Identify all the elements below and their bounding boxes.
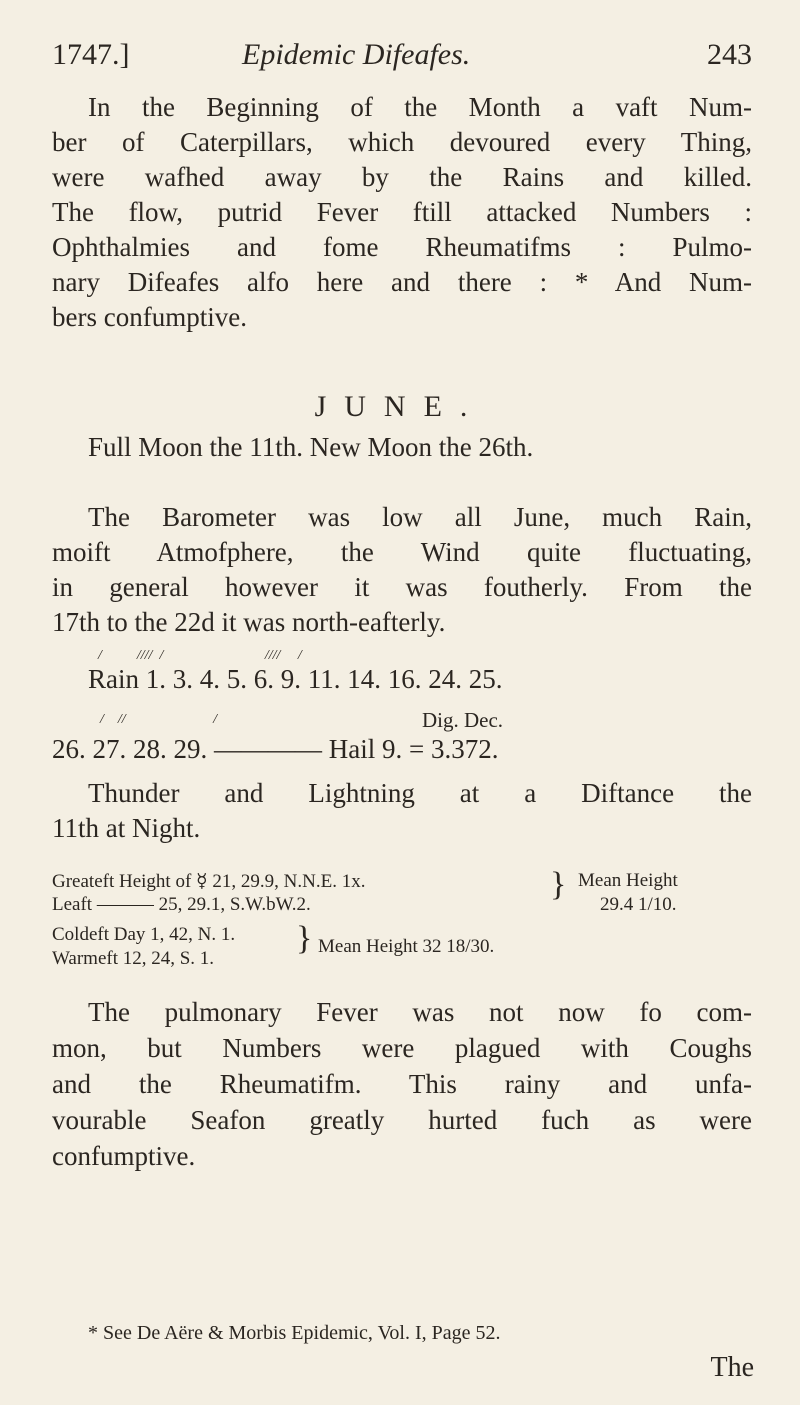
text-line: vourable Seafon greatly hurted fuch as were — [52, 1105, 752, 1135]
least-height-row: Leaft ——— 25, 29.1, S.W.bW.2. — [52, 894, 311, 915]
paragraph-pulmonary — [52, 994, 752, 1174]
rain-days-row1: Rain 1. 3. 4. 5. 6. 9. 11. 14. 16. 24. 25. — [88, 664, 503, 694]
text-line: Ophthalmies and fome Rheumatifms : Pulmo- — [52, 232, 752, 262]
text-line: confumptive. — [52, 1141, 196, 1171]
header-title: Epidemic Difeafes. — [242, 38, 471, 71]
text-line: in general however it was foutherly. From the — [52, 572, 752, 602]
mean-height-label: Mean Height — [578, 870, 678, 891]
text-line: The Barometer was low all June, much Rain, — [88, 502, 752, 532]
paragraph-caterpillars — [52, 90, 752, 335]
paragraph-barometer — [52, 500, 752, 640]
rain-marks-row1: / //// / //// / — [98, 648, 302, 663]
footnote: * See De Aëre & Morbis Epidemic, Vol. I, Page 52. — [88, 1322, 501, 1344]
text-line: and the Rheumatifm. This rainy and unfa- — [52, 1069, 752, 1099]
brace: } — [296, 920, 313, 957]
paragraph-thunder — [52, 776, 752, 846]
month-heading: JUNE. — [314, 390, 486, 423]
coldest-day-row: Coldeft Day 1, 42, N. 1. — [52, 924, 236, 945]
text-line: moift Atmofphere, the Wind quite fluctuating, — [52, 537, 752, 567]
text-line: nary Difeafes alfo here and there : * And Num- — [52, 267, 752, 297]
text-line: were wafhed away by the Rains and killed. — [52, 162, 752, 192]
greatest-height-row: Greateft Height of ☿ 21, 29.9, N.N.E. 1x. — [52, 871, 366, 892]
catchword: The — [710, 1352, 754, 1383]
text-line: ber of Caterpillars, which devoured every Thing, — [52, 127, 752, 157]
page-number: 243 — [707, 38, 752, 71]
text-line: 11th at Night. — [52, 813, 201, 843]
running-header — [52, 38, 752, 78]
rain-marks-row2: / // / — [100, 712, 218, 727]
text-line: 17th to the 22d it was north-eafterly. — [52, 607, 446, 637]
warmest-day-row: Warmeft 12, 24, S. 1. — [52, 948, 215, 969]
text-line: In the Beginning of the Month a vaft Num- — [88, 92, 752, 122]
brace: } — [550, 866, 567, 903]
text-line: bers confumptive. — [52, 302, 247, 332]
text-line: mon, but Numbers were plagued with Coughs — [52, 1033, 752, 1063]
mean-height-value: 29.4 1/10. — [600, 894, 677, 915]
rain-days-row2: 26. 27. 28. 29. ———— Hail 9. = 3.372. — [52, 734, 499, 764]
text-line: The pulmonary Fever was not now fo com- — [88, 997, 752, 1027]
dig-dec-label: Dig. Dec. — [422, 708, 504, 732]
header-year: 1747.] — [52, 38, 130, 71]
moon-phases: Full Moon the 11th. New Moon the 26th. — [88, 432, 534, 462]
text-line: Thunder and Lightning at a Diftance the — [88, 778, 752, 808]
mean-temperature: Mean Height 32 18/30. — [318, 936, 495, 957]
text-line: The flow, putrid Fever ftill attacked Numbers : — [52, 197, 752, 227]
